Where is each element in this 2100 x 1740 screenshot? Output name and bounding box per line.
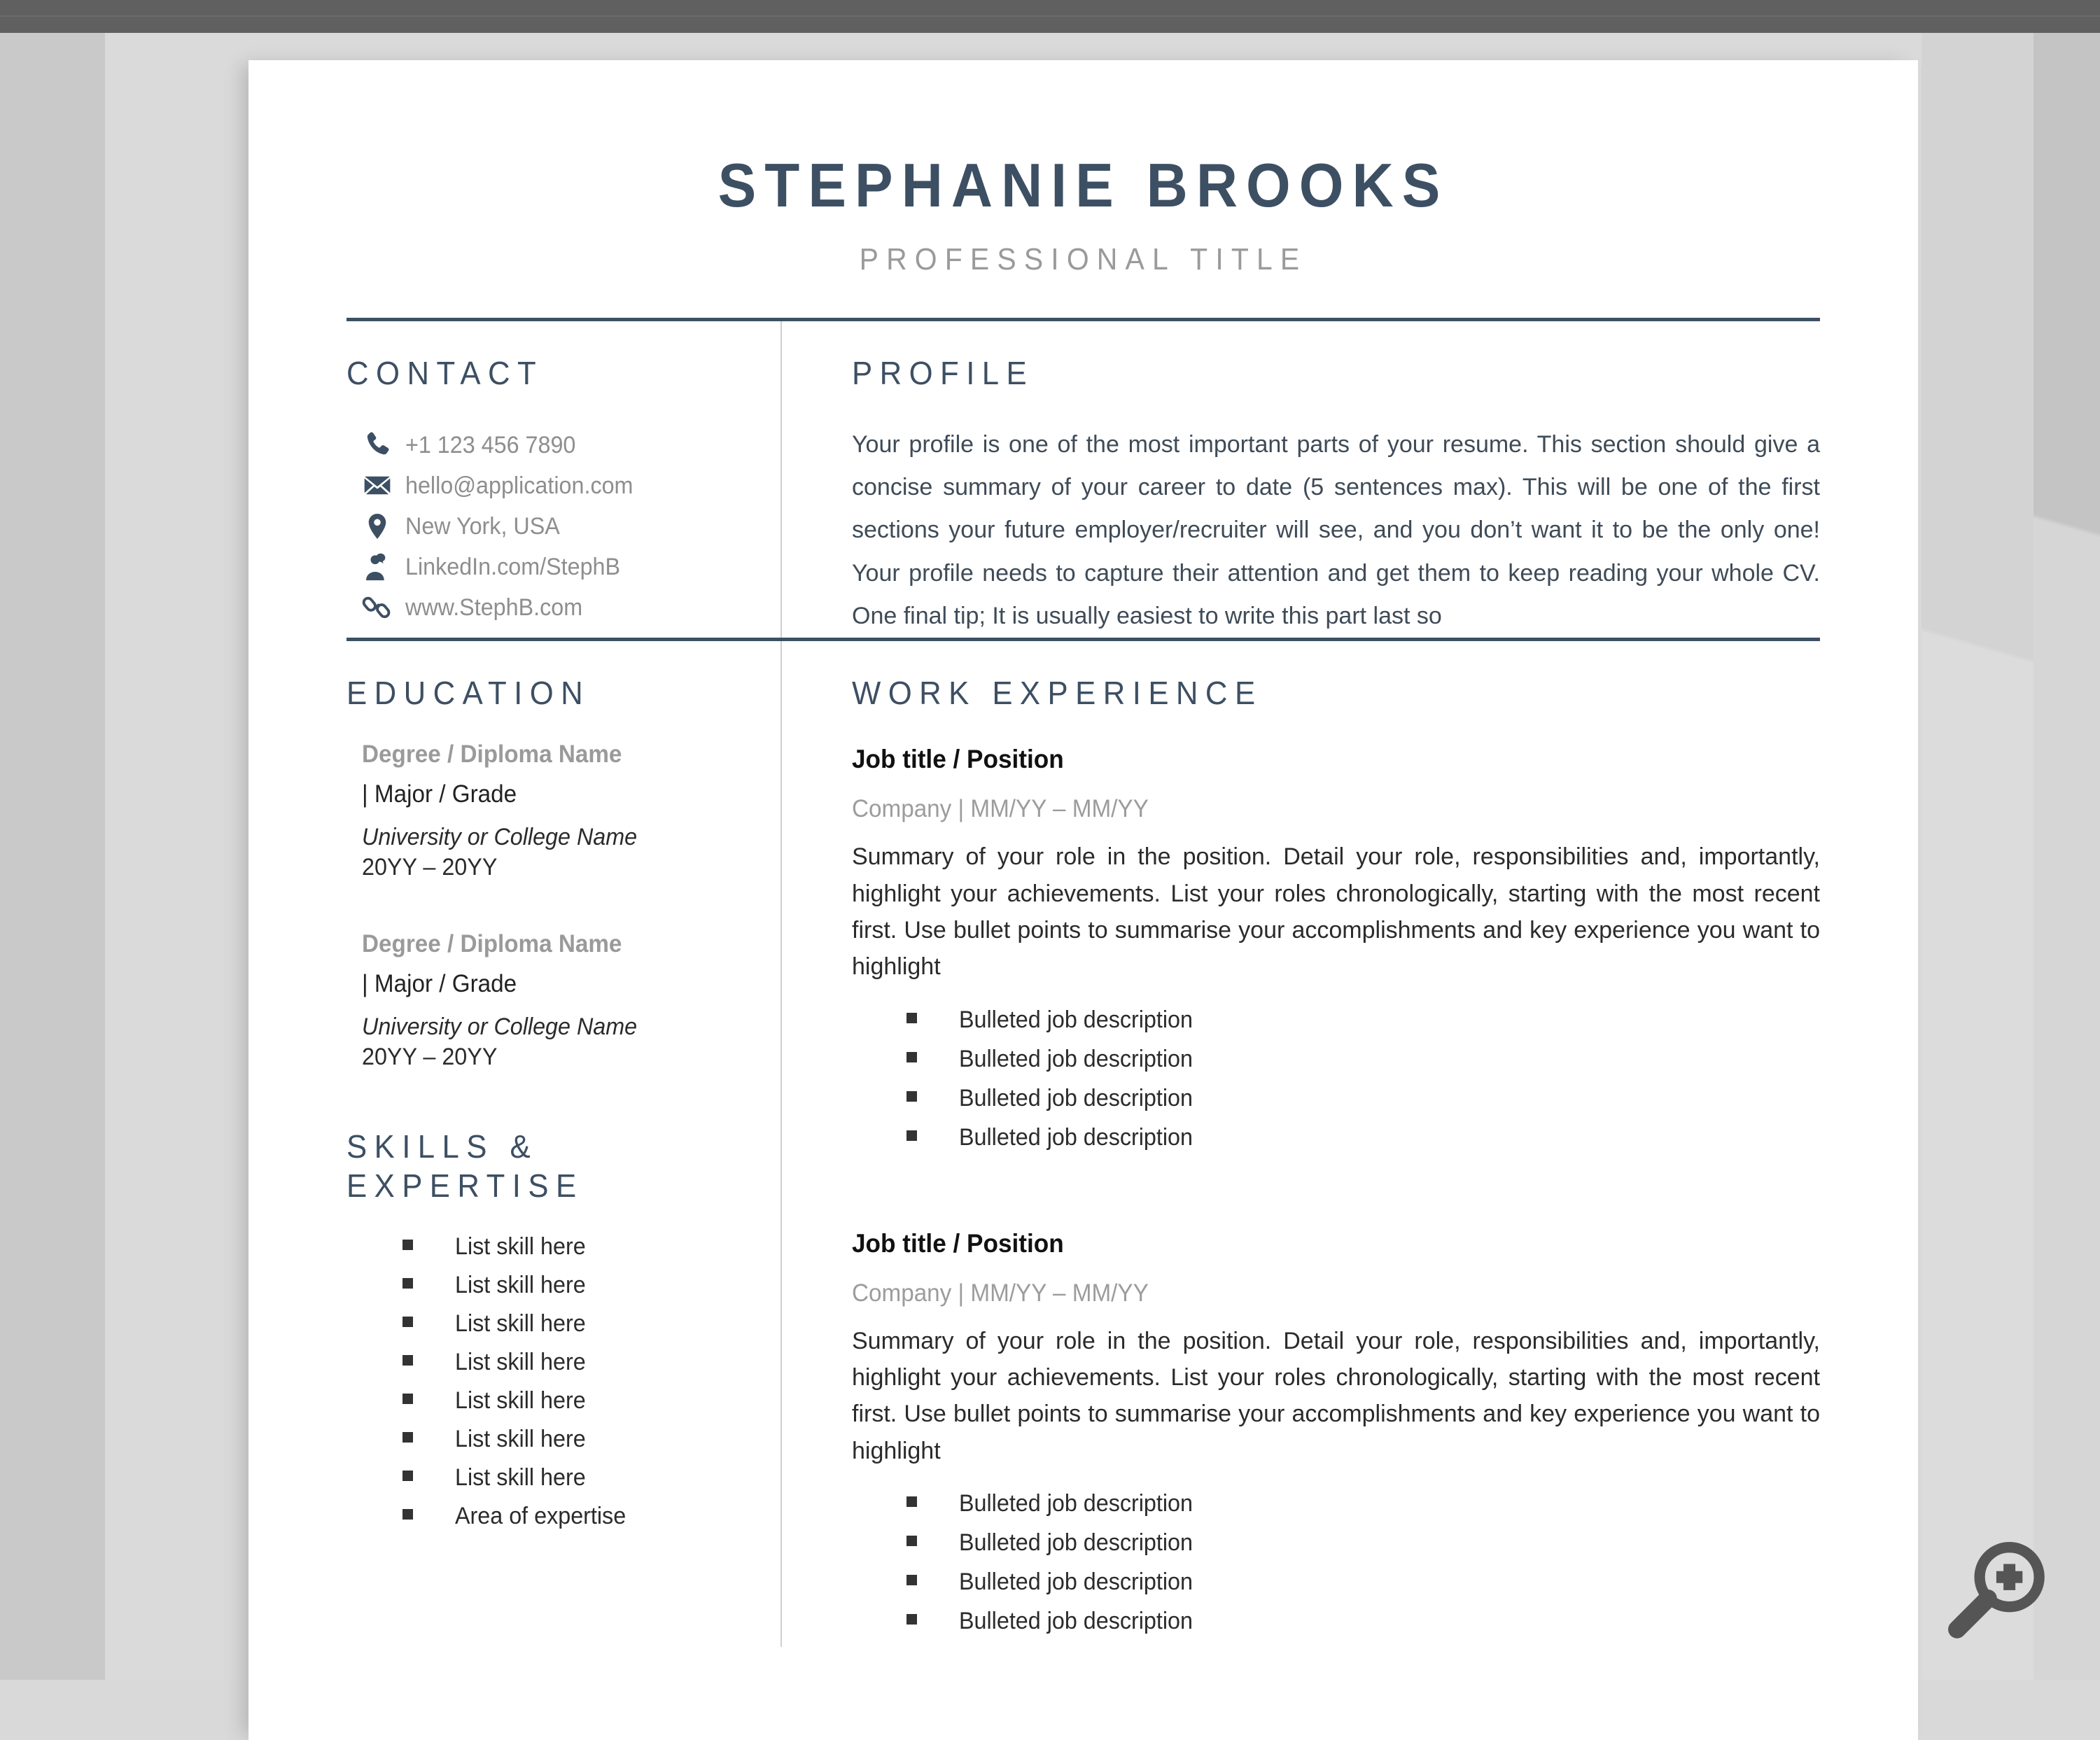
list-item [906,1046,1820,1085]
list-item [906,1085,1820,1124]
viewer-left-gutter [0,33,105,1680]
contact-item-location[interactable] [362,506,750,547]
contact-value: hello@application.com [405,472,634,499]
list-item [402,1272,750,1310]
education-entry [346,930,750,1071]
square-bullet-icon [906,1536,917,1546]
square-bullet-icon [402,1394,413,1404]
list-item [906,1124,1820,1163]
job-summary: Summary of your role in the position. Detail your role, responsibilities and, importantly, highlight your achievements. List your roles chronologically, starting with the most recent first. Use bullet points to summarise your accomplishments and key experience you want to highlight [852,843,1820,981]
list-item [402,1426,750,1464]
education-entry [346,741,750,881]
contact-value: New York, USA [405,512,560,540]
skill-label: Area of expertise [455,1503,626,1530]
square-bullet-icon [402,1317,413,1327]
skill-label: List skill here [455,1310,586,1338]
resume-page [248,60,1918,1740]
job-entry [852,745,1820,1163]
list-item [906,1006,1820,1046]
job-bullet-list [852,1490,1820,1647]
list-item [402,1387,750,1426]
job-entry [852,1229,1820,1647]
education-heading: EDUCATION [346,675,591,712]
square-bullet-icon [906,1575,917,1585]
square-bullet-icon [402,1471,413,1481]
list-item [402,1464,750,1503]
person-icon [362,552,405,582]
skills-heading: SKILLS & EXPERTISE [346,1128,584,1205]
viewer-top-bar [0,0,2100,33]
skill-label: List skill here [455,1387,586,1415]
work-column [782,641,1820,1647]
professional-title: PROFESSIONAL TITLE [859,242,1308,276]
list-item [906,1608,1820,1647]
link-icon [362,592,405,623]
job-bullet-label: Bulleted job description [959,1529,1193,1557]
skill-label: List skill here [455,1464,586,1492]
list-item [402,1349,750,1387]
job-bullet-label: Bulleted job description [959,1084,1193,1111]
job-title: Job title / Position [852,1228,1064,1258]
phone-icon [362,430,405,461]
list-item [402,1233,750,1272]
square-bullet-icon [402,1355,413,1366]
job-bullet-label: Bulleted job description [959,1569,1193,1596]
education-years: 20YY – 20YY [362,1044,498,1071]
education-school: University or College Name [362,824,638,851]
job-company: Company | MM/YY – MM/YY [852,1279,1149,1307]
square-bullet-icon [906,1091,917,1102]
square-bullet-icon [906,1052,917,1062]
profile-text: Your profile is one of the most important parts of your resume. This section should give a concise summary of your career to date (5 sentences max). This will be one of the first sections your future employer/recruiter will see, and you don’t want it to be the only one! Your profile needs to capture their attention and get them to keep reading your whole CV. One final tip; It is usually easiest to write this part last so [852,431,1820,629]
square-bullet-icon [906,1496,917,1507]
contact-profile-band [248,321,1918,638]
contact-heading: CONTACT [346,355,544,391]
job-bullet-label: Bulleted job description [959,1123,1193,1151]
list-item [402,1503,750,1541]
job-summary: Summary of your role in the position. Detail your role, responsibilities and, importantly, highlight your achievements. List your roles chronologically, starting with the most recent first. Use bullet points to summarise your accomplishments and key experience you want to highlight [852,1327,1820,1464]
education-school: University or College Name [362,1013,638,1041]
education-column [346,641,780,1647]
square-bullet-icon [402,1432,413,1443]
education-degree: Degree / Diploma Name [362,741,622,769]
work-experience-heading: WORK EXPERIENCE [852,675,1263,712]
contact-list [346,425,750,628]
education-years: 20YY – 20YY [362,854,498,881]
square-bullet-icon [402,1278,413,1289]
list-item [906,1490,1820,1529]
list-item [906,1529,1820,1569]
skill-label: List skill here [455,1272,586,1299]
job-company: Company | MM/YY – MM/YY [852,795,1149,823]
contact-column [346,321,780,638]
magnifier-plus-icon [1940,1534,2059,1653]
job-bullet-label: Bulleted job description [959,1608,1193,1635]
education-work-band [248,641,1918,1647]
envelope-icon [362,470,405,501]
top-bar-seam [0,15,2100,17]
contact-value: LinkedIn.com/StephB [405,553,621,580]
education-major: | Major / Grade [362,780,517,808]
job-title: Job title / Position [852,745,1064,774]
page-title: STEPHANIE BROOKS [718,150,1449,220]
contact-value: +1 123 456 7890 [405,431,576,458]
skill-label: List skill here [455,1233,586,1261]
contact-value: www.StephB.com [405,594,583,621]
education-degree: Degree / Diploma Name [362,930,622,958]
education-major: | Major / Grade [362,970,517,998]
square-bullet-icon [906,1013,917,1023]
list-item [906,1569,1820,1608]
skill-label: List skill here [455,1349,586,1376]
profile-heading: PROFILE [852,355,1035,391]
square-bullet-icon [906,1614,917,1625]
job-bullet-list [852,1006,1820,1163]
list-item [402,1310,750,1349]
contact-item-website[interactable] [362,587,750,628]
job-bullet-label: Bulleted job description [959,1490,1193,1517]
profile-column [782,321,1820,638]
canvas-decoration-edge [2033,33,2100,1680]
job-bullet-label: Bulleted job description [959,1006,1193,1033]
skill-label: List skill here [455,1426,586,1453]
contact-item-phone[interactable] [362,425,750,465]
skills-list [346,1233,750,1541]
square-bullet-icon [906,1130,917,1141]
contact-item-email[interactable] [362,465,750,506]
square-bullet-icon [402,1509,413,1520]
square-bullet-icon [402,1240,413,1250]
zoom-in-button[interactable] [1940,1534,2059,1653]
job-bullet-label: Bulleted job description [959,1045,1193,1072]
contact-item-linkedin[interactable] [362,547,750,587]
map-pin-icon [362,511,405,542]
